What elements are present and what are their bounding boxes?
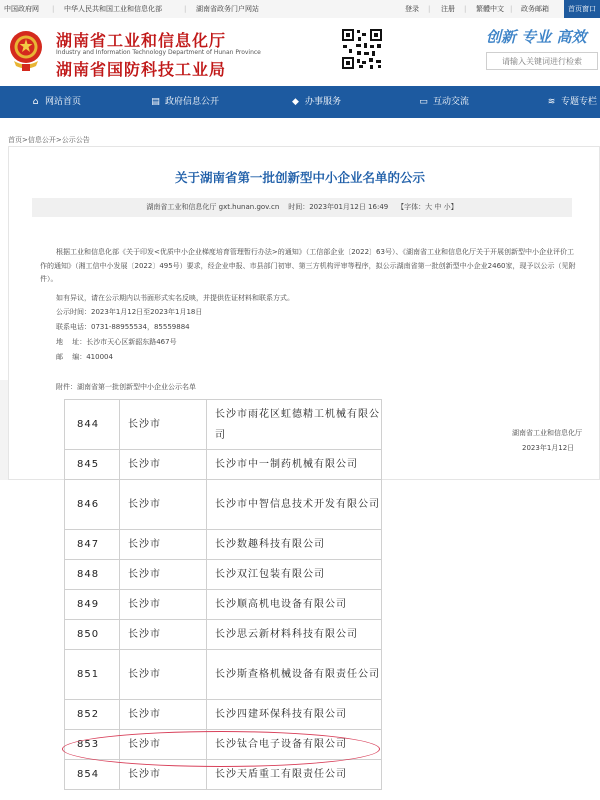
cell-number: 844 [65,400,120,450]
gov-mail-link[interactable]: 政务邮箱 [521,5,549,13]
cell-city: 长沙市 [120,590,207,620]
divider: | [52,5,55,13]
cell-number: 846 [65,480,120,530]
site-title-defense: 湖南省国防科技工业局 [56,60,227,79]
contact-postcode: 邮 编：410004 [56,353,113,361]
nav-item-home[interactable]: ⌂ 网站首页 [30,86,81,118]
contact-phone: 联系电话：0731-88955534，85559884 [56,323,190,331]
page-margin [0,380,8,480]
cell-company: 长沙双江包装有限公司 [207,560,382,590]
cell-number: 851 [65,650,120,700]
article-para-1: 根据工业和信息化部《关于印发<优质中小企业梯度培育管理暂行办法>的通知》（工信部企业〔2022〕63号）、《湖南省工业和信息化厅关于开展创新型中小企业评价工作的通知》（湘工信中小发展〔2022〕495号）要求，经企业申报、市县部门初审、第三方机构评审等程序，拟公示湖南省第一批创新型中小企业2460家，现予以公示（见附件）。 [40,248,576,283]
cell-city: 长沙市 [120,700,207,730]
chat-icon: ▭ [419,97,428,107]
cell-number: 854 [65,760,120,790]
qr-code-icon [340,27,384,71]
table-row [65,590,382,620]
table-row [65,530,382,560]
search-input[interactable]: 请输入关键词进行检索 [486,52,598,70]
table-row [65,560,382,590]
cell-company: 长沙天盾重工有限责任公司 [207,760,382,790]
site-title-english: Industry and Information Technology Department of Hunan Province [56,49,261,56]
table-row [65,400,382,450]
highlight-circle [62,731,380,767]
cell-company: 长沙思云新材料科技有限公司 [207,620,382,650]
font-size-control[interactable]: 【字体：大 中 小】 [397,203,458,211]
signature-date: 2023年1月12日 [522,444,575,452]
traditional-chinese-link[interactable]: 繁體中文 [476,5,504,13]
cell-city: 长沙市 [120,530,207,560]
cell-city: 长沙市 [120,760,207,790]
cell-number: 852 [65,700,120,730]
handshake-icon: ◆ [292,97,299,107]
layers-icon: ≋ [547,97,556,107]
contact-address: 地 址：长沙市天心区新韶东路467号 [56,338,177,346]
cell-company: 长沙市中智信息技术开发有限公司 [207,480,382,530]
home-window-button[interactable]: 首页窗口 [564,0,600,18]
cell-company: 长沙顺高机电设备有限公司 [207,590,382,620]
link-gov-cn[interactable]: 中国政府网 [4,5,39,13]
table-row [65,480,382,530]
table-row [65,650,382,700]
cell-city: 长沙市 [120,730,207,760]
divider: | [184,5,187,13]
document-icon: ▤ [151,97,160,107]
table-row [65,450,382,480]
breadcrumb[interactable]: 首页>信息公开>公示公告 [8,136,90,144]
register-link[interactable]: 注册 [441,5,455,13]
main-nav [0,86,600,118]
table-row [65,700,382,730]
meta-source: 湖南省工业和信息化厅 gxt.hunan.gov.cn [146,203,280,211]
article-title: 关于湖南省第一批创新型中小企业名单的公示 [174,170,425,185]
cell-number: 853 [65,730,120,760]
cell-company: 长沙市雨花区虹德精工机械有限公司 [207,400,382,450]
cell-number: 850 [65,620,120,650]
cell-city: 长沙市 [120,480,207,530]
meta-time: 时间：2023年01月12日 16:49 [288,203,389,211]
site-title-industry: 湖南省工业和信息化厅 [56,31,227,50]
divider: | [510,5,513,13]
cell-city: 长沙市 [120,450,207,480]
article-para-2: 如有异议，请在公示期内以书面形式实名反映，并提供佐证材料和联系方式。 [56,294,294,302]
slogan: 创新 专业 高效 [486,28,587,46]
cell-company: 长沙数趣科技有限公司 [207,530,382,560]
cell-number: 845 [65,450,120,480]
cell-number: 848 [65,560,120,590]
cell-city: 长沙市 [120,400,207,450]
cell-company: 长沙斯查格机械设备有限责任公司 [207,650,382,700]
attachment-link[interactable]: 附件：湖南省第一批创新型中小企业公示名单 [56,383,196,391]
cell-company: 长沙钛合电子设备有限公司 [207,730,382,760]
link-hunan-portal[interactable]: 湖南省政务门户网站 [196,5,259,13]
cell-city: 长沙市 [120,620,207,650]
cell-company: 长沙市中一制药机械有限公司 [207,450,382,480]
login-link[interactable]: 登录 [405,5,419,13]
divider: | [428,5,431,13]
nav-item-interaction[interactable]: ▭ 互动交流 [418,86,469,118]
site-header [0,18,600,86]
article-meta [32,198,572,217]
link-miit[interactable]: 中华人民共和国工业和信息化部 [64,5,162,13]
divider: | [464,5,467,13]
signature-org: 湖南省工业和信息化厅 [512,429,582,437]
cell-company: 长沙四建环保科技有限公司 [207,700,382,730]
cell-number: 847 [65,530,120,560]
nav-item-topics[interactable]: ≋ 专题专栏 [546,86,597,118]
cell-city: 长沙市 [120,560,207,590]
top-utility-bar [0,0,600,19]
cell-number: 849 [65,590,120,620]
national-emblem-icon [6,28,46,72]
home-icon: ⌂ [32,97,39,107]
nav-item-gov-info[interactable]: ▤ 政府信息公开 [150,86,219,118]
notice-period: 公示时间：2023年1月12日至2023年1月18日 [56,308,203,316]
nav-item-services[interactable]: ◆ 办事服务 [290,86,341,118]
cell-city: 长沙市 [120,650,207,700]
table-row [65,620,382,650]
